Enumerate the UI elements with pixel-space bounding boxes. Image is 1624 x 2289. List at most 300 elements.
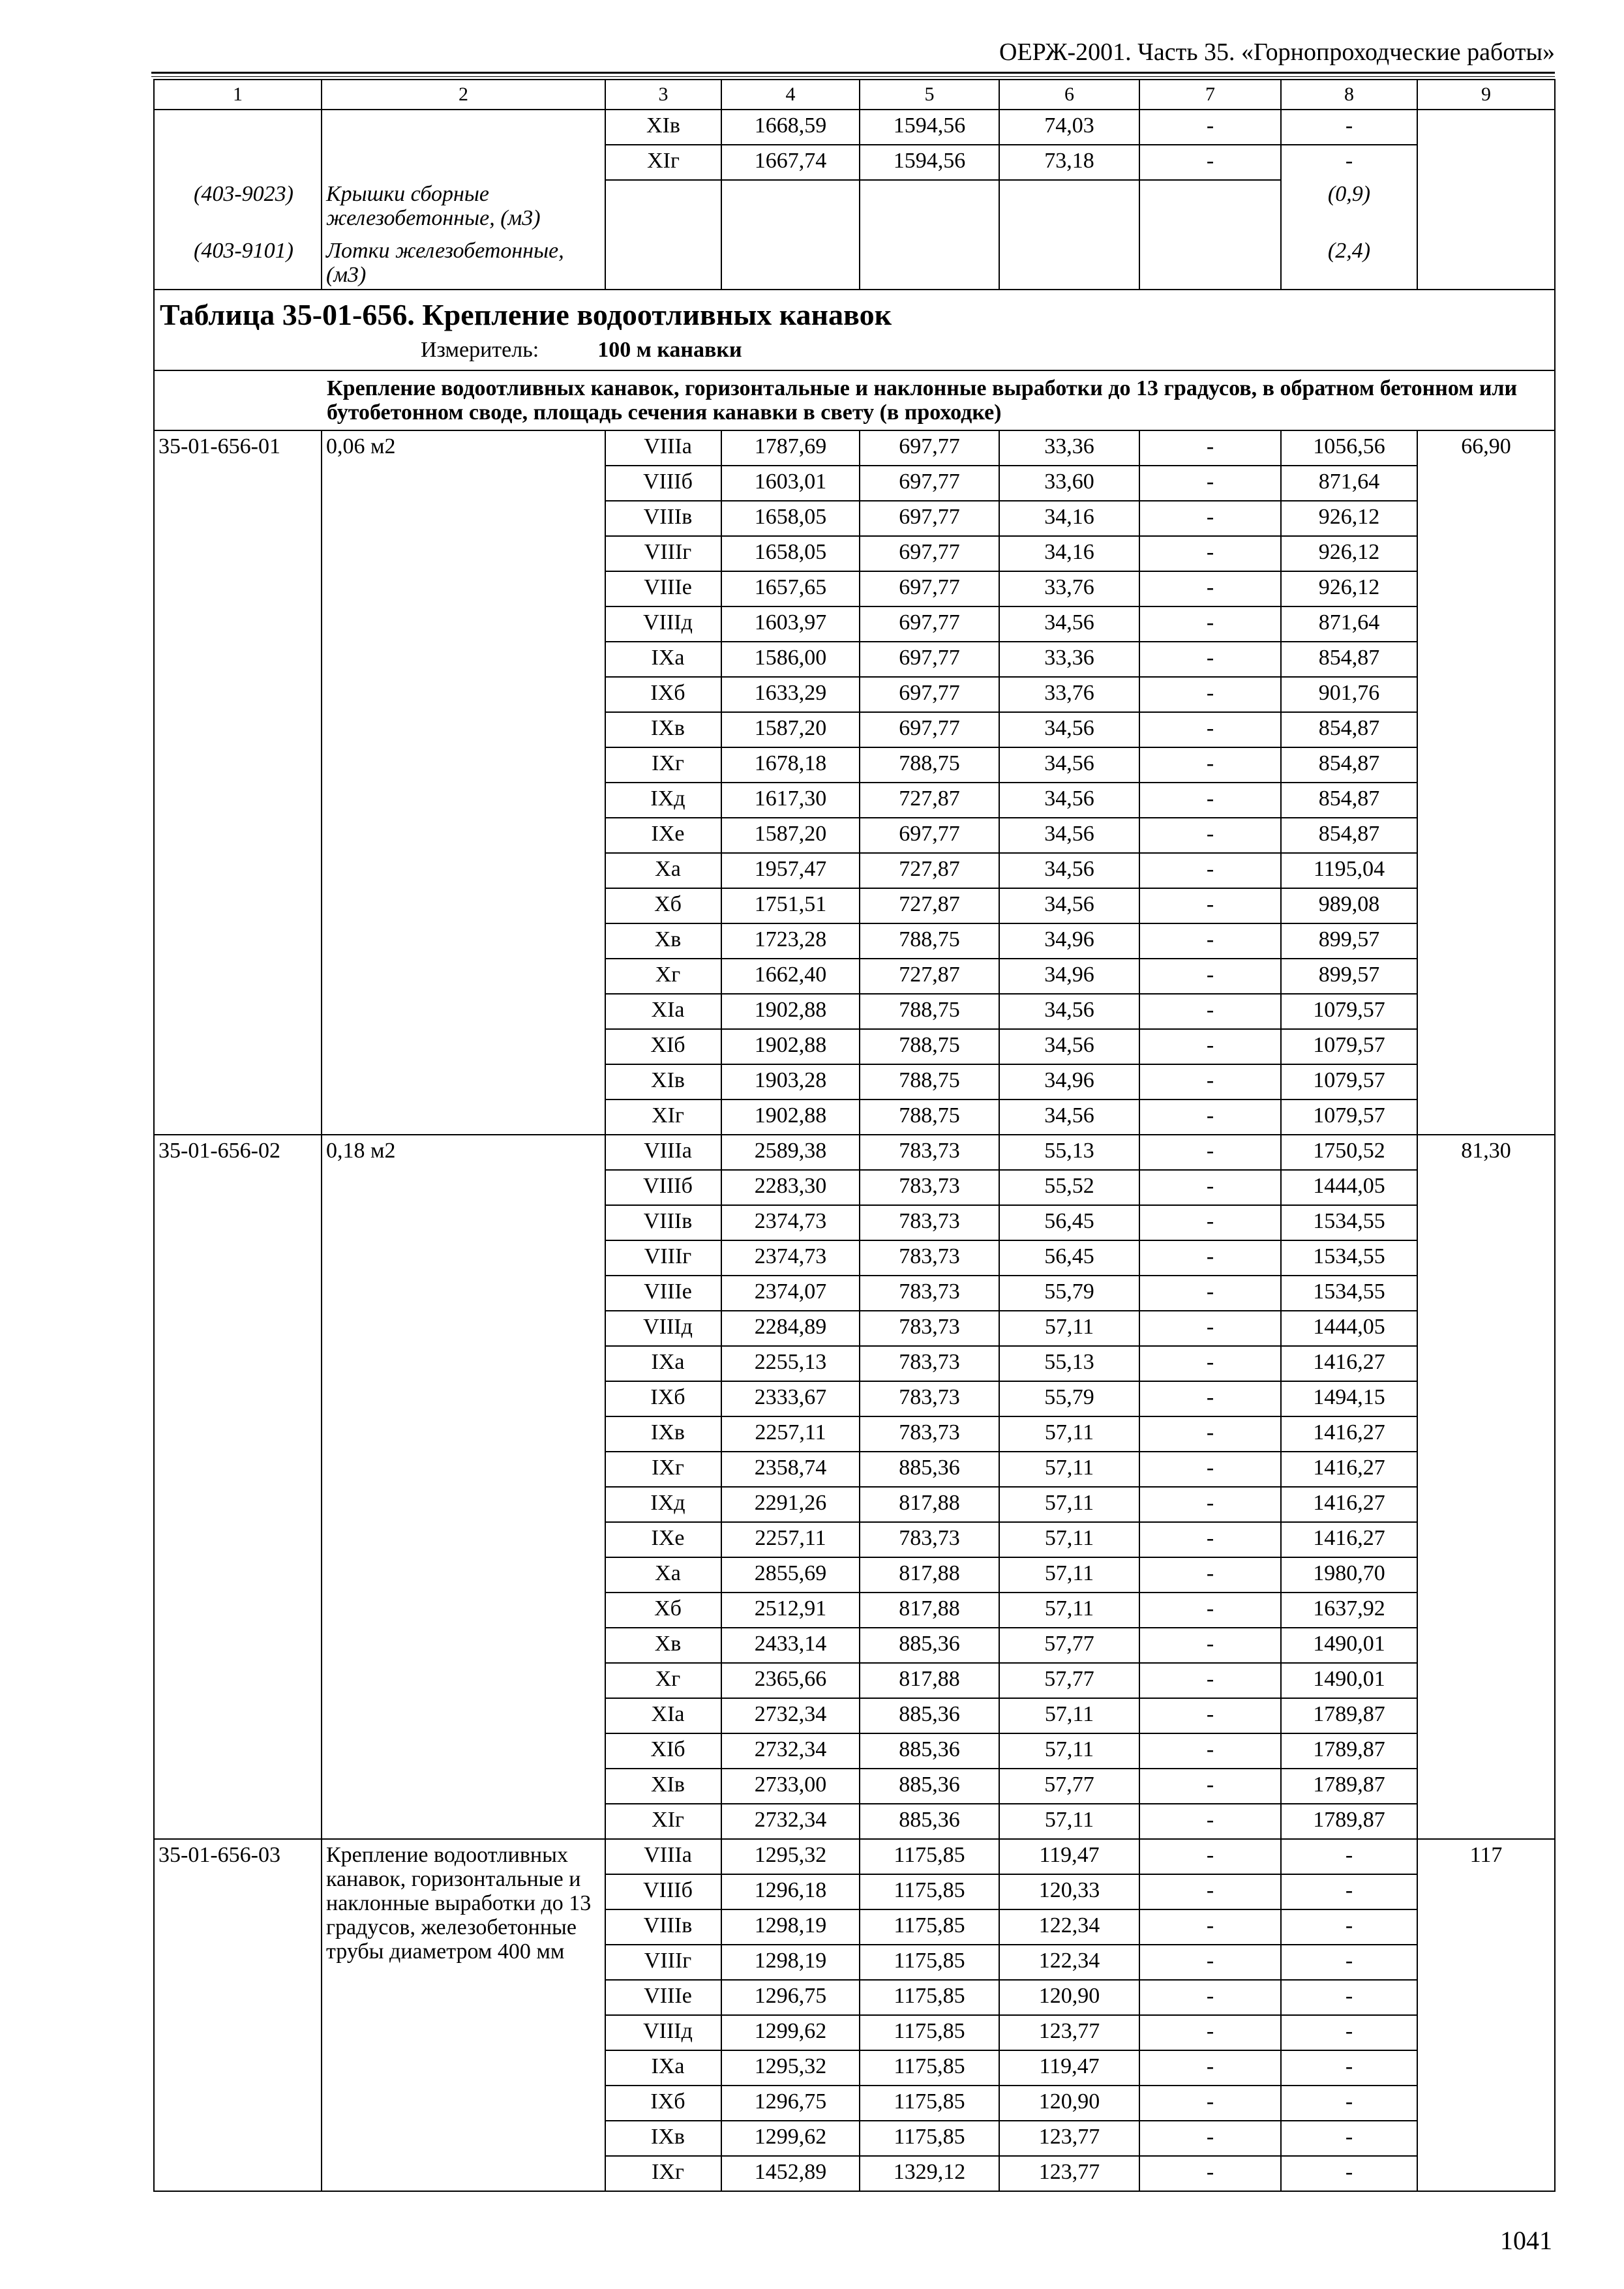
category-cell: IXг: [605, 747, 721, 783]
category-cell: IXб: [605, 1381, 721, 1416]
value-cell: 1957,47: [721, 853, 860, 888]
rate-code: 35-01-656-01: [154, 430, 322, 1135]
category-cell: VIIIд: [605, 1311, 721, 1346]
value-cell: 885,36: [860, 1628, 999, 1663]
value-cell: 1296,75: [721, 2086, 860, 2121]
material-name: Лотки железобетонные, (м3): [322, 232, 605, 290]
value-cell: 2257,11: [721, 1416, 860, 1452]
category-cell: Xг: [605, 959, 721, 994]
value-cell: -: [1139, 747, 1281, 783]
category-cell: Xa: [605, 853, 721, 888]
value-cell: 783,73: [860, 1346, 999, 1381]
value-cell: 854,87: [1281, 642, 1417, 677]
value-cell: 1667,74: [721, 145, 860, 180]
value-cell: 2283,30: [721, 1170, 860, 1205]
value-cell: 1416,27: [1281, 1416, 1417, 1452]
category-cell: VIIIб: [605, 466, 721, 501]
category-cell: VIIIв: [605, 501, 721, 536]
value-cell: 1789,87: [1281, 1769, 1417, 1804]
value-cell: -: [1139, 1416, 1281, 1452]
value-cell: 1789,87: [1281, 1698, 1417, 1733]
category-cell: VIIIa: [605, 1839, 721, 1874]
value-cell: -: [1139, 1100, 1281, 1135]
category-cell: XIa: [605, 994, 721, 1029]
value-cell: -: [1139, 1135, 1281, 1170]
value-cell: 34,56: [999, 606, 1139, 642]
value-cell: 1175,85: [860, 1909, 999, 1945]
value-cell: 1175,85: [860, 1839, 999, 1874]
value-cell: 2433,14: [721, 1628, 860, 1663]
category-cell: Xб: [605, 1593, 721, 1628]
category-cell: IXв: [605, 1416, 721, 1452]
value-cell: 2374,07: [721, 1276, 860, 1311]
category-cell: XIв: [605, 1769, 721, 1804]
value-cell: 33,76: [999, 677, 1139, 712]
value-cell: 899,57: [1281, 959, 1417, 994]
category-cell: IXг: [605, 1452, 721, 1487]
value-cell: 926,12: [1281, 501, 1417, 536]
value-cell: 1298,19: [721, 1945, 860, 1980]
value-cell: 854,87: [1281, 712, 1417, 747]
value-cell: -: [1139, 783, 1281, 818]
value-cell: 2255,13: [721, 1346, 860, 1381]
value-cell: -: [1139, 1522, 1281, 1557]
value-cell: 2855,69: [721, 1557, 860, 1593]
table-row: [154, 1135, 1555, 1170]
value-cell: 2374,73: [721, 1205, 860, 1240]
category-cell: Xв: [605, 923, 721, 959]
rates-table: [153, 79, 1556, 2192]
category-cell: VIIIд: [605, 606, 721, 642]
value-cell: 1296,75: [721, 1980, 860, 2015]
value-cell: -: [1139, 1769, 1281, 1804]
category-cell: Xб: [605, 888, 721, 923]
value-cell: -: [1139, 642, 1281, 677]
category-cell: Xa: [605, 1557, 721, 1593]
category-cell: VIIIa: [605, 430, 721, 466]
category-cell: IXб: [605, 677, 721, 712]
value-cell: 697,77: [860, 536, 999, 571]
value-cell: 1452,89: [721, 2156, 860, 2191]
value-cell: 1295,32: [721, 1839, 860, 1874]
value-cell: -: [1139, 994, 1281, 1029]
category-cell: VIIIб: [605, 1874, 721, 1909]
value-cell: -: [1281, 2121, 1417, 2156]
value-cell: 727,87: [860, 888, 999, 923]
category-cell: XIв: [605, 110, 721, 145]
value-cell: 56,45: [999, 1205, 1139, 1240]
value-cell: 1494,15: [1281, 1381, 1417, 1416]
table-row: [154, 110, 1555, 145]
value-cell: -: [1139, 1945, 1281, 1980]
value-cell: 34,56: [999, 712, 1139, 747]
value-cell: 1416,27: [1281, 1346, 1417, 1381]
category-cell: VIIIe: [605, 1980, 721, 2015]
category-cell: XIa: [605, 1698, 721, 1733]
table-title-cell: [154, 290, 1555, 370]
value-cell: 1079,57: [1281, 1064, 1417, 1100]
value-cell: 697,77: [860, 712, 999, 747]
value-cell: 122,34: [999, 1909, 1139, 1945]
category-cell: Xв: [605, 1628, 721, 1663]
value-cell: -: [1139, 1452, 1281, 1487]
value-cell: 1416,27: [1281, 1487, 1417, 1522]
value-cell: -: [1139, 1909, 1281, 1945]
material-row: [154, 232, 1555, 290]
category-cell: XIг: [605, 1100, 721, 1135]
category-cell: VIIIг: [605, 1240, 721, 1276]
value-cell: 1444,05: [1281, 1311, 1417, 1346]
table-title: Таблица 35-01-656. Крепление водоотливных канавок: [160, 298, 892, 331]
value-cell: 1175,85: [860, 1945, 999, 1980]
value-cell: 34,16: [999, 536, 1139, 571]
value-cell: 727,87: [860, 783, 999, 818]
value-cell: 1658,05: [721, 536, 860, 571]
value-cell: 854,87: [1281, 818, 1417, 853]
value-cell: 120,90: [999, 1980, 1139, 2015]
value-cell: 788,75: [860, 747, 999, 783]
value-cell: 1416,27: [1281, 1522, 1417, 1557]
value-cell: 1586,00: [721, 642, 860, 677]
value-cell: 1175,85: [860, 2086, 999, 2121]
value-cell: 697,77: [860, 466, 999, 501]
category-cell: XIв: [605, 1064, 721, 1100]
category-cell: IXд: [605, 783, 721, 818]
value-cell: 783,73: [860, 1311, 999, 1346]
value-cell: 817,88: [860, 1663, 999, 1698]
value-cell: 119,47: [999, 1839, 1139, 1874]
value-cell: -: [1139, 110, 1281, 145]
value-cell: -: [1139, 1029, 1281, 1064]
value-cell: 34,56: [999, 747, 1139, 783]
category-cell: IXe: [605, 818, 721, 853]
value-cell: -: [1139, 501, 1281, 536]
value-cell: 885,36: [860, 1769, 999, 1804]
value-cell: -: [1139, 1628, 1281, 1663]
column-number: 5: [860, 80, 999, 110]
value-cell: 55,13: [999, 1135, 1139, 1170]
value-cell: 817,88: [860, 1487, 999, 1522]
category-cell: XIг: [605, 145, 721, 180]
value-cell: 1902,88: [721, 1029, 860, 1064]
value-cell: 1534,55: [1281, 1240, 1417, 1276]
code-cell: [154, 145, 322, 180]
value-cell: 697,77: [860, 606, 999, 642]
value-cell: 2589,38: [721, 1135, 860, 1170]
value-cell: 57,11: [999, 1733, 1139, 1769]
value-cell: -: [1139, 959, 1281, 994]
value-cell: 57,11: [999, 1416, 1139, 1452]
value-cell: -: [1281, 2050, 1417, 2086]
value-cell: 1175,85: [860, 1874, 999, 1909]
value-cell: 74,03: [999, 110, 1139, 145]
value-cell: 56,45: [999, 1240, 1139, 1276]
table-title-row: [154, 290, 1555, 370]
value-cell: 2732,34: [721, 1804, 860, 1839]
value-cell: 1750,52: [1281, 1135, 1417, 1170]
material-row: [154, 180, 1555, 232]
value-cell: 2374,73: [721, 1240, 860, 1276]
value-cell: 1175,85: [860, 2050, 999, 2086]
value-cell: 1594,56: [860, 145, 999, 180]
value-cell: 2365,66: [721, 1663, 860, 1698]
header-rule-thin: [151, 76, 1555, 77]
value-cell: 1751,51: [721, 888, 860, 923]
value-cell: -: [1139, 1346, 1281, 1381]
material-name: Крышки сборные железобетонные, (м3): [322, 180, 605, 232]
value-cell: 1416,27: [1281, 1452, 1417, 1487]
value-cell: 55,13: [999, 1346, 1139, 1381]
category-cell: VIIIг: [605, 1945, 721, 1980]
value-cell: 1789,87: [1281, 1733, 1417, 1769]
value-cell: 1587,20: [721, 712, 860, 747]
value-cell: 73,18: [999, 145, 1139, 180]
name-cell: [322, 110, 605, 145]
value-cell: 989,08: [1281, 888, 1417, 923]
table-body: [154, 80, 1555, 2191]
value-cell: -: [1281, 1874, 1417, 1909]
value-cell: -: [1139, 1804, 1281, 1839]
value-cell: 1175,85: [860, 2121, 999, 2156]
value-cell: 1678,18: [721, 747, 860, 783]
value-cell: 34,56: [999, 1100, 1139, 1135]
value-cell: -: [1139, 1064, 1281, 1100]
name-cell: [322, 145, 605, 180]
value-cell: -: [1139, 2121, 1281, 2156]
value-cell: 57,77: [999, 1769, 1139, 1804]
category-cell: XIб: [605, 1733, 721, 1769]
value-cell: 871,64: [1281, 466, 1417, 501]
value-cell: -: [1139, 677, 1281, 712]
value-cell: -: [1139, 1663, 1281, 1698]
value-cell: -: [1139, 2086, 1281, 2121]
category-cell: IXв: [605, 712, 721, 747]
value-cell: 2732,34: [721, 1698, 860, 1733]
value-cell: 33,76: [999, 571, 1139, 606]
value-cell: -: [1139, 1980, 1281, 2015]
material-code: (403-9101): [154, 232, 322, 290]
value-cell: 1657,65: [721, 571, 860, 606]
value-cell: 34,96: [999, 1064, 1139, 1100]
measure-line: [421, 337, 1549, 363]
category-cell: VIIIг: [605, 536, 721, 571]
category-cell: IXa: [605, 2050, 721, 2086]
value-cell: -: [1139, 1698, 1281, 1733]
value-cell: 123,77: [999, 2156, 1139, 2191]
material-value: (2,4): [1281, 232, 1417, 290]
value-cell: 34,96: [999, 959, 1139, 994]
page-number: 1041: [1500, 2226, 1552, 2255]
value-cell: 885,36: [860, 1698, 999, 1733]
value-cell: 1902,88: [721, 994, 860, 1029]
value-cell: 697,77: [860, 430, 999, 466]
category-cell: IXв: [605, 2121, 721, 2156]
value-cell: 1902,88: [721, 1100, 860, 1135]
table-description: Крепление водоотливных канавок, горизонтальные и наклонные выработки до 13 градусов, в обратном бетонном или бутобетонном своде, площадь сечения канавки в свету (в проходке): [322, 370, 1555, 430]
value-cell: 854,87: [1281, 783, 1417, 818]
value-cell: 926,12: [1281, 571, 1417, 606]
value-cell: 697,77: [860, 677, 999, 712]
value-cell: -: [1139, 1733, 1281, 1769]
value-cell: 1668,59: [721, 110, 860, 145]
value-cell: 926,12: [1281, 536, 1417, 571]
value-cell: 1329,12: [860, 2156, 999, 2191]
value-cell: -: [1139, 818, 1281, 853]
value-cell: 1490,01: [1281, 1663, 1417, 1698]
value-cell: 697,77: [860, 571, 999, 606]
value-cell: 34,56: [999, 783, 1139, 818]
value-cell: 57,11: [999, 1522, 1139, 1557]
value-cell: 1295,32: [721, 2050, 860, 2086]
value-cell: -: [1139, 1240, 1281, 1276]
value-cell: 122,34: [999, 1945, 1139, 1980]
value-cell: 33,60: [999, 466, 1139, 501]
value-cell: 1299,62: [721, 2121, 860, 2156]
value-cell: 1723,28: [721, 923, 860, 959]
column-number-row: [154, 80, 1555, 110]
value-cell: 34,56: [999, 818, 1139, 853]
value-cell: -: [1139, 430, 1281, 466]
category-cell: VIIIв: [605, 1205, 721, 1240]
category-cell: VIIIe: [605, 1276, 721, 1311]
value-cell: -: [1139, 1839, 1281, 1874]
value-cell: 57,11: [999, 1698, 1139, 1733]
value-cell: 783,73: [860, 1276, 999, 1311]
value-cell: -: [1139, 1487, 1281, 1522]
value-cell: -: [1281, 1839, 1417, 1874]
value-cell: 1195,04: [1281, 853, 1417, 888]
value-cell: -: [1139, 466, 1281, 501]
value-cell: 123,77: [999, 2015, 1139, 2050]
value-cell: 901,76: [1281, 677, 1417, 712]
category-cell: IXд: [605, 1487, 721, 1522]
value-cell: -: [1139, 1593, 1281, 1628]
value-cell: 33,36: [999, 430, 1139, 466]
value-cell: 783,73: [860, 1170, 999, 1205]
value-cell: 2284,89: [721, 1311, 860, 1346]
value-cell: 57,11: [999, 1593, 1139, 1628]
value-cell: 1633,29: [721, 677, 860, 712]
category-cell: IXe: [605, 1522, 721, 1557]
value-cell: -: [1281, 2015, 1417, 2050]
value-cell: 2333,67: [721, 1381, 860, 1416]
category-cell: IXб: [605, 2086, 721, 2121]
category-cell: IXa: [605, 642, 721, 677]
value-cell: -: [1139, 1557, 1281, 1593]
code-cell: [154, 110, 322, 145]
column-number: 7: [1139, 80, 1281, 110]
value-cell: 33,36: [999, 642, 1139, 677]
table-row: [154, 145, 1555, 180]
material-code: (403-9023): [154, 180, 322, 232]
category-cell: VIIIe: [605, 571, 721, 606]
column-number: 2: [322, 80, 605, 110]
column-number: 1: [154, 80, 322, 110]
value-cell: 697,77: [860, 642, 999, 677]
value-cell: 123,77: [999, 2121, 1139, 2156]
value-cell: 1079,57: [1281, 1029, 1417, 1064]
value-cell: -: [1139, 2156, 1281, 2191]
value-cell: 55,79: [999, 1381, 1139, 1416]
value-cell: -: [1281, 2086, 1417, 2121]
rate-name: 0,06 м2: [322, 430, 605, 1135]
value-cell: 34,56: [999, 853, 1139, 888]
value-cell: 1980,70: [1281, 1557, 1417, 1593]
value-cell: -: [1139, 1381, 1281, 1416]
value-cell: 854,87: [1281, 747, 1417, 783]
value-cell: 1175,85: [860, 1980, 999, 2015]
value-cell: -: [1139, 536, 1281, 571]
value-cell: 899,57: [1281, 923, 1417, 959]
value-cell: -: [1139, 1311, 1281, 1346]
value-cell: 788,75: [860, 994, 999, 1029]
value-cell: 1444,05: [1281, 1170, 1417, 1205]
category-cell: VIIIд: [605, 2015, 721, 2050]
value-cell: -: [1139, 2015, 1281, 2050]
value-cell: 788,75: [860, 1029, 999, 1064]
value-cell: 57,11: [999, 1804, 1139, 1839]
column-number: 9: [1417, 80, 1555, 110]
value-cell: 817,88: [860, 1557, 999, 1593]
value-cell: 783,73: [860, 1416, 999, 1452]
value-cell: -: [1139, 145, 1281, 180]
value-cell: 57,11: [999, 1452, 1139, 1487]
value-cell: 871,64: [1281, 606, 1417, 642]
labor-cost-cell: 117: [1417, 1839, 1555, 2191]
value-cell: 119,47: [999, 2050, 1139, 2086]
category-cell: Xг: [605, 1663, 721, 1698]
value-cell: -: [1139, 923, 1281, 959]
value-cell: 57,77: [999, 1628, 1139, 1663]
value-cell: 1594,56: [860, 110, 999, 145]
value-cell: 34,16: [999, 501, 1139, 536]
value-cell: 55,52: [999, 1170, 1139, 1205]
value-cell: 2257,11: [721, 1522, 860, 1557]
value-cell: 1789,87: [1281, 1804, 1417, 1839]
value-cell: 697,77: [860, 501, 999, 536]
value-cell: 120,90: [999, 2086, 1139, 2121]
value-cell: 1637,92: [1281, 1593, 1417, 1628]
value-cell: 120,33: [999, 1874, 1139, 1909]
value-cell: 1079,57: [1281, 994, 1417, 1029]
category-cell: VIIIб: [605, 1170, 721, 1205]
column-number: 3: [605, 80, 721, 110]
value-cell: 885,36: [860, 1452, 999, 1487]
description-row: [154, 370, 1555, 430]
value-cell: 57,11: [999, 1557, 1139, 1593]
value-cell: 788,75: [860, 1100, 999, 1135]
value-cell: 697,77: [860, 818, 999, 853]
rate-name: Крепление водоотливных канавок, горизонтальные и наклонные выработки до 13 градусов, железобетонные трубы диаметром 400 мм: [322, 1839, 605, 2191]
value-cell: 727,87: [860, 959, 999, 994]
header-rule: [151, 72, 1555, 74]
table-row: [154, 1839, 1555, 1874]
value-cell: 34,56: [999, 1029, 1139, 1064]
rate-code: 35-01-656-02: [154, 1135, 322, 1839]
value-cell: 788,75: [860, 923, 999, 959]
labor-cost-cell: 66,90: [1417, 430, 1555, 1135]
column-number: 8: [1281, 80, 1417, 110]
measure-value: 100 м канавки: [597, 338, 742, 362]
value-cell: 1298,19: [721, 1909, 860, 1945]
material-value: (0,9): [1281, 180, 1417, 232]
value-cell: 783,73: [860, 1381, 999, 1416]
value-cell: 783,73: [860, 1522, 999, 1557]
value-cell: -: [1139, 2050, 1281, 2086]
column-number: 6: [999, 80, 1139, 110]
rate-name: 0,18 м2: [322, 1135, 605, 1839]
value-cell: 2732,34: [721, 1733, 860, 1769]
